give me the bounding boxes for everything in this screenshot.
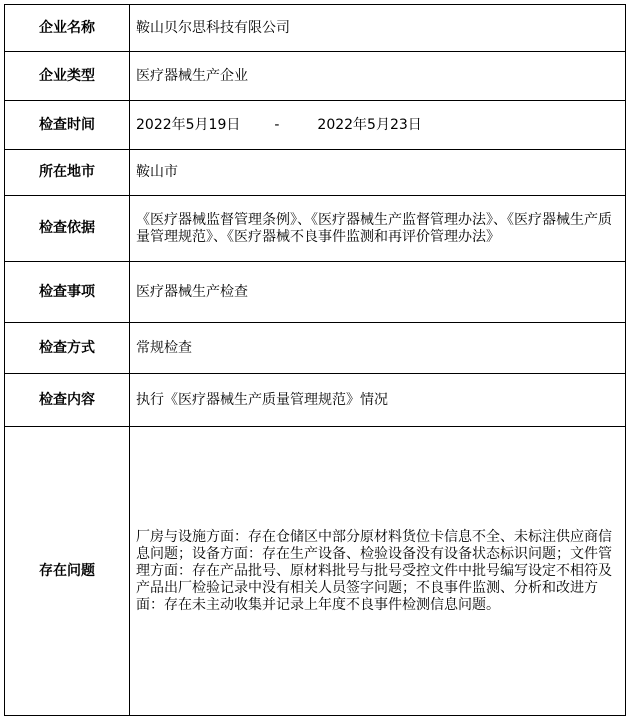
issues-label: 存在问题 [5, 427, 130, 716]
issues-value: 厂房与设施方面：存在仓储区中部分原材料货位卡信息不全、未标注供应商信息问题；设备方面：存在生产设备、检验设备没有设备状态标识问题；文件管理方面：存在产品批号、原材料批号与批号受控文件中批号编写设定不相符及产品出厂检验记录中没有相关人员签字问题；不良事件监测、分析和改进方面：存在未主动收集并记录上年度不良事件检测信息问题。 [130, 427, 626, 716]
method-value: 常规检查 [130, 323, 626, 374]
row-content [5, 374, 626, 427]
row-inspection-time [5, 101, 626, 150]
content-value: 执行《医疗器械生产质量管理规范》情况 [130, 374, 626, 427]
row-method [5, 323, 626, 374]
inspection-info-table [4, 4, 626, 716]
row-location [5, 150, 626, 196]
company-type-label: 企业类型 [5, 52, 130, 101]
company-name-value: 鞍山贝尔思科技有限公司 [130, 5, 626, 52]
item-value: 医疗器械生产检查 [130, 262, 626, 323]
company-type-value: 医疗器械生产企业 [130, 52, 626, 101]
inspection-time-label: 检查时间 [5, 101, 130, 150]
method-label: 检查方式 [5, 323, 130, 374]
row-issues [5, 427, 626, 716]
basis-value: 《医疗器械监督管理条例》、《医疗器械生产监督管理办法》、《医疗器械生产质量管理规范》、《医疗器械不良事件监测和再评价管理办法》 [130, 196, 626, 262]
inspection-end-date: 2022年5月23日 [317, 116, 422, 133]
company-name-label: 企业名称 [5, 5, 130, 52]
row-company-name [5, 5, 626, 52]
location-label: 所在地市 [5, 150, 130, 196]
row-item [5, 262, 626, 323]
location-value: 鞍山市 [130, 150, 626, 196]
item-label: 检查事项 [5, 262, 130, 323]
inspection-start-date: 2022年5月19日 [136, 116, 241, 133]
basis-label: 检查依据 [5, 196, 130, 262]
inspection-date-separator: - [274, 116, 280, 133]
content-label: 检查内容 [5, 374, 130, 427]
row-basis [5, 196, 626, 262]
row-company-type [5, 52, 626, 101]
inspection-time-value [130, 101, 626, 150]
